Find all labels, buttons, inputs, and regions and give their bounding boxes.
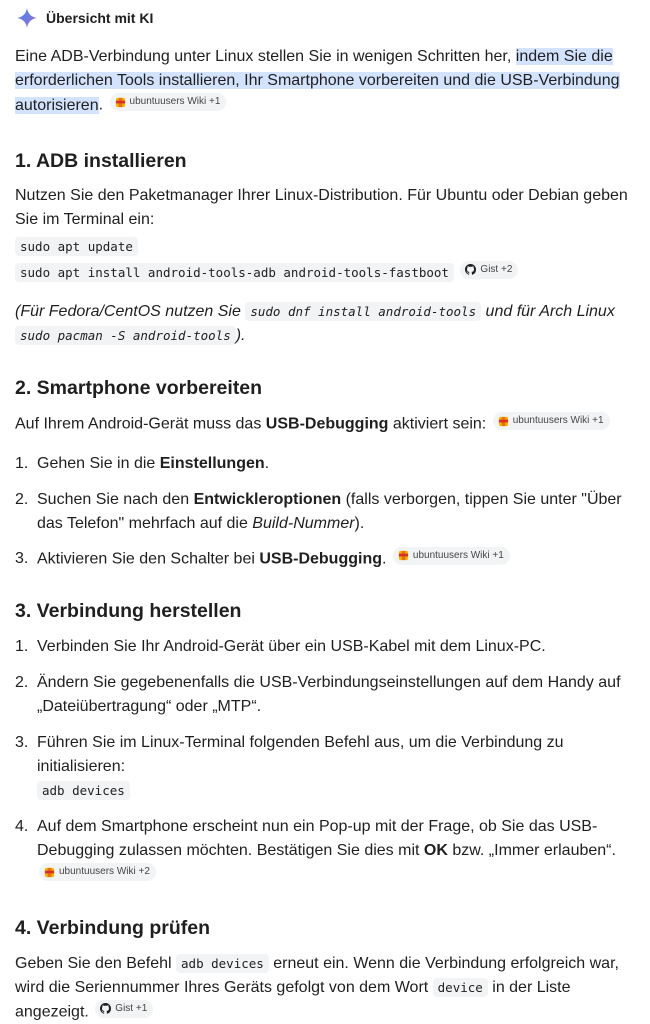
prepare-text-bold: USB-Debugging — [266, 416, 389, 433]
list-number: 2. — [15, 671, 28, 695]
list-text: ). — [355, 515, 365, 532]
note-text: (Für Fedora/CentOS nutzen Sie — [15, 303, 245, 320]
verify-text — [15, 952, 636, 1024]
ai-overview-title: Übersicht mit KI — [46, 10, 153, 26]
connect-steps-list — [15, 635, 636, 888]
list-text-bold: USB-Debugging — [259, 550, 382, 567]
list-text: Ändern Sie gegebenenfalls die USB-Verbindungseinstellungen auf dem Handy auf „Dateiübertragung“ oder „MTP“. — [37, 674, 621, 715]
list-text-italic: Build-Nummer — [252, 515, 354, 532]
list-number: 4. — [15, 815, 28, 839]
list-item — [15, 488, 636, 536]
prepare-text-b: aktiviert sein: — [388, 416, 486, 433]
code-adb-devices[interactable]: adb devices — [37, 781, 130, 800]
list-number: 1. — [15, 635, 28, 659]
ubuntuusers-icon — [498, 416, 509, 427]
list-text: Aktivieren Sie den Schalter bei — [37, 550, 259, 567]
list-item — [15, 671, 636, 719]
note-text: ). — [236, 327, 246, 344]
list-text: (falls verborgen, tippen Sie unter "Über das Telefon" mehrfach auf die — [37, 491, 622, 532]
gemini-sparkle-icon — [16, 7, 38, 29]
list-text-bold: Entwickleroptionen — [194, 491, 342, 508]
install-text: Nutzen Sie den Paketmanager Ihrer Linux-Distribution. Für Ubuntu oder Debian geben Sie im Terminal ein: — [15, 184, 636, 232]
list-item — [15, 452, 636, 476]
source-chip-label: ubuntuusers Wiki +2 — [59, 863, 150, 881]
code-apt-update[interactable]: sudo apt update — [15, 237, 138, 256]
prepare-text-a: Auf Ihrem Android-Gerät muss das — [15, 416, 266, 433]
source-chip-label: ubuntuusers Wiki +1 — [130, 93, 221, 111]
ubuntuusers-icon — [115, 97, 126, 108]
list-text: Suchen Sie nach den — [37, 491, 194, 508]
list-text: Verbinden Sie Ihr Android-Gerät über ein USB-Kabel mit dem Linux-PC. — [37, 638, 546, 655]
intro-paragraph — [15, 45, 636, 118]
github-icon — [100, 1003, 111, 1014]
prepare-text — [15, 412, 636, 437]
list-number: 3. — [15, 731, 28, 755]
source-chip-label: Gist +2 — [480, 261, 512, 279]
source-chip-wiki[interactable] — [393, 547, 510, 565]
list-number: 1. — [15, 452, 28, 476]
list-item — [15, 547, 636, 572]
list-text: Gehen Sie in die — [37, 455, 160, 472]
section-title-verify: 4. Verbindung prüfen — [15, 914, 636, 942]
code-dnf[interactable]: sudo dnf install android-tools — [245, 302, 481, 321]
intro-text-end: . — [99, 97, 103, 114]
list-item — [15, 815, 636, 888]
list-text: Auf dem Smartphone erscheint nun ein Pop-up mit der Frage, ob Sie das USB-Debugging zulassen möchten. Bestätigen Sie dies mit — [37, 818, 597, 859]
install-note — [15, 300, 636, 348]
command-line — [15, 235, 636, 259]
source-chip-gist[interactable] — [95, 1000, 153, 1018]
list-text-bold: Einstellungen — [160, 455, 265, 472]
code-pacman[interactable]: sudo pacman -S android-tools — [15, 326, 236, 345]
section-title-connect: 3. Verbindung herstellen — [15, 597, 636, 625]
ubuntuusers-icon — [398, 550, 409, 561]
verify-text-a: Geben Sie den Befehl — [15, 955, 176, 972]
verify-text-b: erneut ein. Wenn die Verbindung erfolgreich war, wird die Seriennummer Ihres Geräts gefolgt von dem Wort — [15, 955, 619, 996]
list-text: . — [265, 455, 269, 472]
list-text: Führen Sie im Linux-Terminal folgenden Befehl aus, um die Verbindung zu initialisieren: — [37, 734, 564, 775]
ai-overview-header — [15, 0, 636, 36]
source-chip-wiki[interactable] — [110, 93, 227, 111]
github-icon — [465, 264, 476, 275]
list-text: bzw. „Immer erlauben“. — [448, 842, 616, 859]
source-chip-label: Gist +1 — [115, 1000, 147, 1018]
section-title-install: 1. ADB installieren — [15, 147, 636, 175]
source-chip-wiki[interactable] — [493, 412, 610, 430]
intro-highlight: indem Sie die erforderlichen Tools installieren, Ihr Smartphone vorbereiten und die USB-Verbindung autorisieren — [15, 48, 620, 114]
list-text-bold: OK — [424, 842, 448, 859]
verify-text-c: in der Liste angezeigt. — [15, 979, 571, 1021]
section-title-prepare: 2. Smartphone vorbereiten — [15, 374, 636, 402]
list-item — [15, 635, 636, 659]
code-apt-install[interactable]: sudo apt install android-tools-adb android-tools-fastboot — [15, 263, 454, 282]
list-number: 2. — [15, 488, 28, 512]
list-text: . — [382, 550, 386, 567]
source-chip-label: ubuntuusers Wiki +1 — [413, 547, 504, 565]
list-number: 3. — [15, 547, 28, 571]
prepare-steps-list — [15, 452, 636, 572]
code-device[interactable]: device — [433, 978, 488, 997]
ubuntuusers-icon — [44, 867, 55, 878]
code-adb-devices[interactable]: adb devices — [176, 954, 269, 973]
command-line — [15, 261, 636, 286]
list-item — [15, 731, 636, 803]
source-chip-wiki[interactable] — [39, 863, 156, 881]
note-text: und für Arch Linux — [481, 303, 615, 320]
intro-text: Eine ADB-Verbindung unter Linux stellen Sie in wenigen Schritten her, — [15, 48, 516, 65]
source-chip-gist[interactable] — [460, 261, 518, 279]
source-chip-label: ubuntuusers Wiki +1 — [513, 412, 604, 430]
